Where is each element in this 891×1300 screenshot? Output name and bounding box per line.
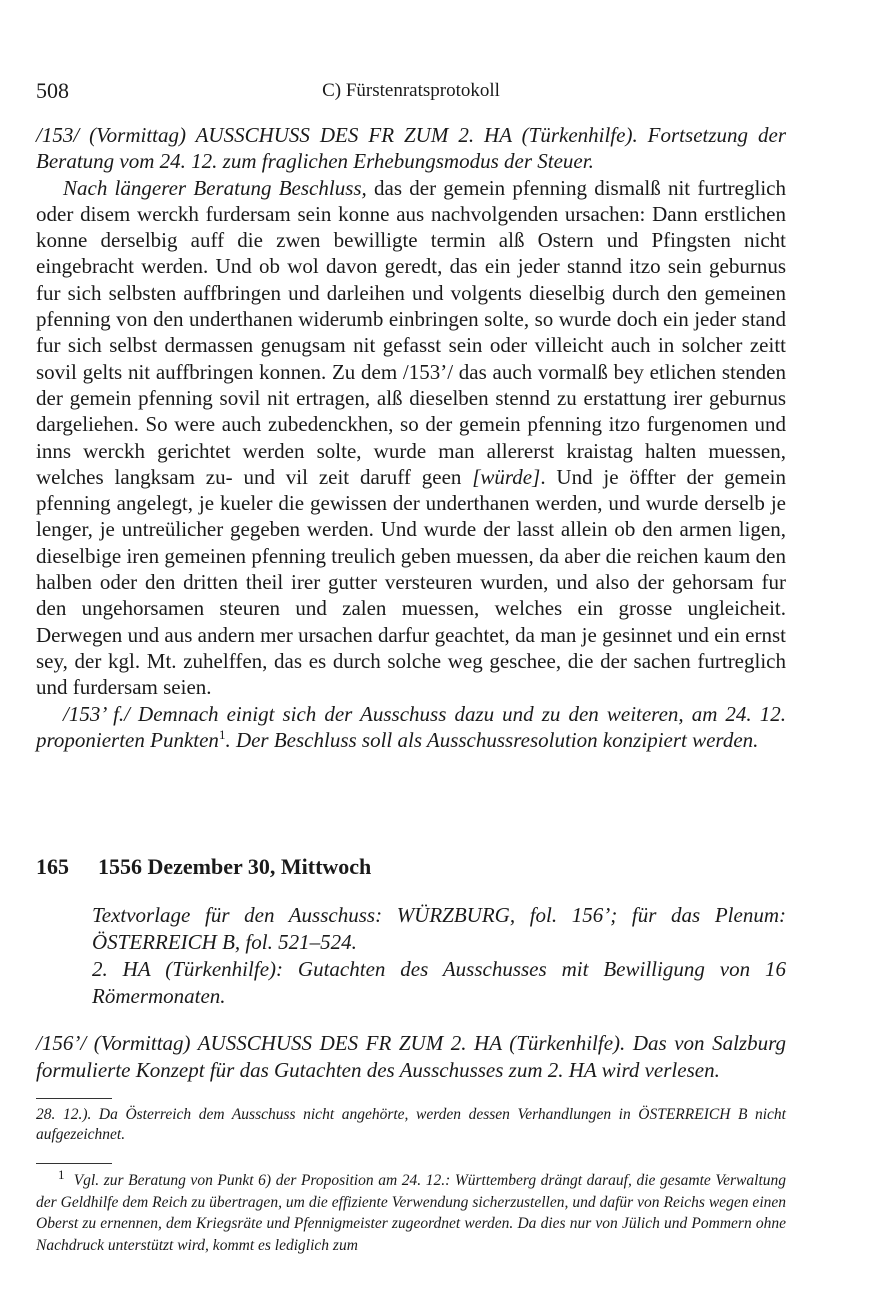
- document-heading: [36, 853, 786, 881]
- conclusion-paragraph: [36, 701, 786, 754]
- page-number: 508: [36, 78, 69, 103]
- document-number: 165: [36, 854, 69, 879]
- session-intro-153: /153/ (Vormittag) AUSSCHUSS DES FR ZUM 2. HA (Türkenhilfe). Fortsetzung der Beratung vom 24. 12. zum fraglichen Erhebungsmodus der Steuer.: [36, 123, 786, 174]
- footnote-mark: 1: [58, 1166, 65, 1182]
- document-date: 1556 Dezember 30, Mittwoch: [98, 854, 372, 879]
- document-summary: 2. HA (Türkenhilfe): Gutachten des Ausschusses mit Bewilligung von 16 Römermonaten.: [92, 957, 786, 1008]
- conclusion-text-2: . Der Beschluss soll als Ausschussresolution konzipiert werden.: [225, 727, 759, 752]
- running-head: C) Fürstenratsprotokoll: [322, 80, 500, 101]
- source-note: Textvorlage für den Ausschuss: WÜRZBURG, fol. 156’; für das Plenum: ÖSTERREICH B, fol. 521–524.: [92, 903, 786, 954]
- resolution-paragraph: [36, 175, 786, 701]
- footnote-divider: [36, 1098, 112, 1099]
- conclusion-text-1: /153’ f./ Demnach einigt sich der Ausschuss dazu und zu den weiteren, am 24. 12. proponierten Punkten: [36, 701, 786, 752]
- page-header: [36, 78, 786, 108]
- footnote-1-text: Vgl. zur Beratung von Punkt 6) der Proposition am 24. 12.: Württemberg drängt darauf, die gesamte Verwaltung der Geldhilfe dem Reich zu übertragen, um die effiziente Verwendung sicherzustellen, und dafür von Reichs wegen einen Oberst zu ernennen, dem Kriegsräte und Pfennigmeister zugeordnet werden. Da dies nur von Jülich und Pommern ohne Nachdruck unterstützt wird, kommt es lediglich zum: [36, 1172, 786, 1254]
- resolution-text-1: das der gemein pfenning dismalß nit furtreglich oder disem werckh furdersam sein konne aus nachvolgenden ursachen: Dann erstlichen konne derselbig auff die zwen bewilligte termin alß Ostern und Pfingsten nicht eingebracht werden. Und ob wol davon geredt, das ein jeder stannd itzo sein geburnus fur sich selbsten auffbringen und darleihen und volgents dieselbig durch den gemeinen pfenning von den underthanen widerumb einbringen solte, so wurde doch ein jeder stand fur sich selbst dermassen genugsam nit gefasst sein oder villeicht auch in solcher zeitt sovil gelts nit auffbringen konnen. Zu dem /153’/ das auch vormalß bey etlichen stenden der gemein pfenning sovil nit ertragen, alß dieselben stennd zu erstattung irer geburnus dargeliehen. So were auch zubedenckhen, so der gemein pfenning itzo furgenomen und inns werckh gerichtet werden solte, wurde man allererst kraistag halten muessen, welches langksam zu- und vil zeit daruff geen: [36, 175, 786, 489]
- editorial-insert: [würde]: [472, 464, 541, 489]
- source-block: [92, 902, 786, 1010]
- section-153: [36, 122, 786, 753]
- session-intro-156: /156’/ (Vormittag) AUSSCHUSS DES FR ZUM 2. HA (Türkenhilfe). Das von Salzburg formulierte Konzept für das Gutachten des Ausschusses zum 2. HA wird verlesen.: [36, 1031, 786, 1082]
- footnote-continued: 28. 12.). Da Österreich dem Ausschuss nicht angehörte, werden dessen Verhandlungen in ÖSTERREICH B nicht aufgezeichnet.: [36, 1106, 786, 1143]
- resolution-lead: Nach längerer Beratung Beschluss,: [63, 175, 367, 200]
- footnote-divider: [36, 1163, 112, 1164]
- footnote-1: [36, 1166, 786, 1256]
- resolution-text-2: . Und je öffter der gemein pfenning angelegt, je kueler die gewissen der underthanen werden, und wurde derselb je lenger, je untreülicher gegeben werden. Und wurde der lasst allein ob den armen ligen, dieselbige iren gemeinen pfenning treulich geben muessen, da aber die reichen kaum den halben oder den dritten theil irer gutter versteuren wurden, und also der gehorsam fur den ungehorsamen steuren und zalen muessen, welches ein grosse ungleicheit. Derwegen und aus andern mer ursachen darfur geachtet, da man je gesinnet und ein ernst sey, der kgl. Mt. zuhelffen, das es durch solche weg geschee, die der sachen furtreglich und furdersam seien.: [36, 464, 786, 700]
- footnote-reference: 1: [218, 726, 226, 742]
